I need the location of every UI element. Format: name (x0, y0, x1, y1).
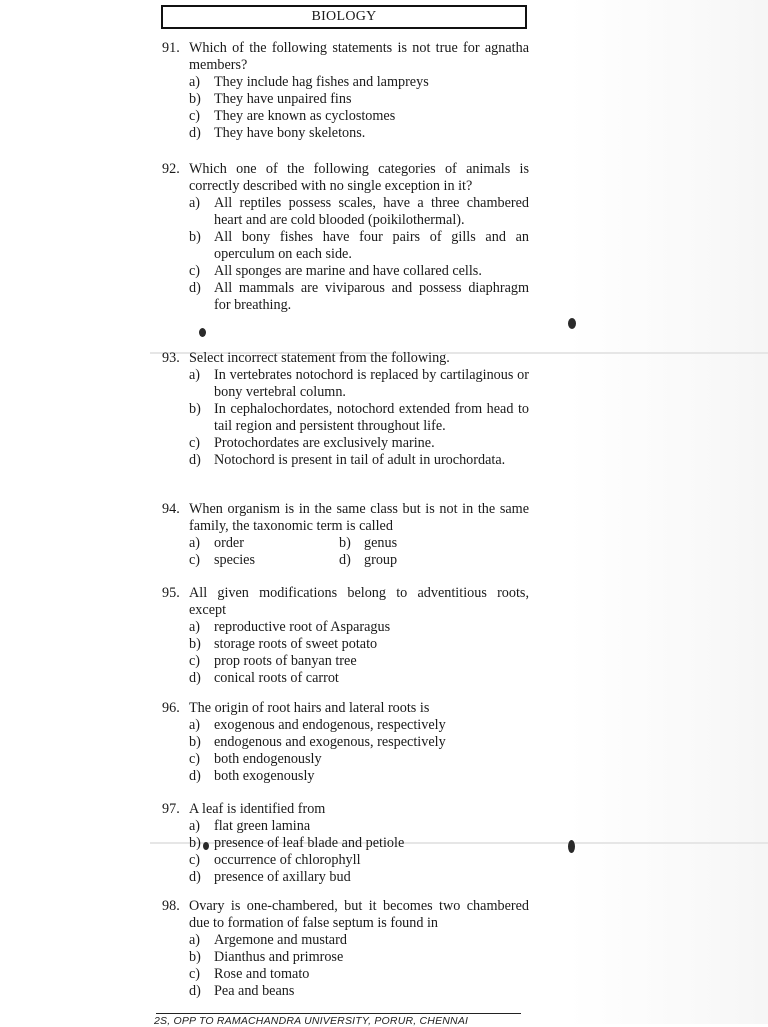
question-text: Which one of the following categories of animals is correctly described with no single exception in it? (189, 161, 529, 194)
option-d (162, 452, 529, 469)
question-text: Which of the following statements is not true for agnatha members? (189, 40, 529, 73)
question-98 (162, 898, 529, 1000)
question-number: 97. (162, 801, 180, 817)
option-c (162, 751, 529, 768)
footer-divider (156, 1013, 521, 1014)
question-text: When organism is in the same class but is not in the same family, the taxonomic term is called (189, 501, 529, 534)
option-text: endogenous and exogenous, respectively (214, 734, 446, 750)
option-text: Protochordates are exclusively marine. (214, 435, 435, 451)
question-text: Ovary is one-chambered, but it becomes two chambered due to formation of false septum is found in (189, 898, 529, 931)
option-text: exogenous and endogenous, respectively (214, 717, 446, 733)
option-text: They are known as cyclostomes (214, 108, 396, 124)
question-95 (162, 585, 529, 687)
option-text: order (214, 535, 244, 551)
option-text: Pea and beans (214, 983, 295, 999)
option-text: genus (364, 535, 398, 551)
option-letter: d) (339, 552, 351, 568)
option-a (189, 535, 339, 552)
option-letter: a) (189, 367, 201, 383)
option-text: presence of leaf blade and petiole (214, 835, 405, 851)
option-c (162, 263, 529, 280)
ink-spot (568, 840, 575, 853)
ink-spot (199, 328, 206, 337)
option-letter: c) (189, 263, 201, 279)
option-letter: c) (189, 653, 201, 669)
option-letter: b) (189, 91, 201, 107)
option-text: Dianthus and primrose (214, 949, 344, 965)
option-b (162, 636, 529, 653)
option-text: They have unpaired fins (214, 91, 352, 107)
question-94 (162, 501, 529, 569)
option-letter: b) (339, 535, 351, 551)
option-text: All mammals are viviparous and possess diaphragm for breathing. (214, 280, 529, 313)
option-b (162, 229, 529, 263)
option-letter: d) (189, 280, 201, 296)
option-a (162, 74, 529, 91)
question-92 (162, 161, 529, 314)
option-letter: b) (189, 835, 201, 851)
option-text: Argemone and mustard (214, 932, 347, 948)
option-c (162, 966, 529, 983)
option-d (162, 280, 529, 314)
question-text: A leaf is identified from (189, 801, 326, 817)
option-letter: b) (189, 636, 201, 652)
question-number: 92. (162, 161, 180, 177)
question-93 (162, 350, 529, 469)
option-text: storage roots of sweet potato (214, 636, 378, 652)
option-letter: c) (189, 435, 201, 451)
option-c (162, 653, 529, 670)
option-letter: c) (189, 552, 201, 568)
option-letter: d) (189, 869, 201, 885)
option-c (162, 852, 529, 869)
option-c (162, 435, 529, 452)
option-text: prop roots of banyan tree (214, 653, 357, 669)
option-letter: a) (189, 932, 201, 948)
option-letter: c) (189, 108, 201, 124)
option-letter: c) (189, 751, 201, 767)
option-d (162, 768, 529, 785)
option-b (162, 835, 529, 852)
question-text: Select incorrect statement from the following. (189, 350, 450, 366)
option-d (162, 125, 529, 142)
question-number: 96. (162, 700, 180, 716)
option-letter: c) (189, 852, 201, 868)
subject-header (161, 5, 527, 29)
question-number: 93. (162, 350, 180, 366)
option-text: All reptiles possess scales, have a three chambered heart and are cold blooded (poikilothermal). (214, 195, 529, 228)
footer-address: 2S, OPP TO RAMACHANDRA UNIVERSITY, PORUR, CHENNAI (154, 1015, 469, 1027)
option-text: both exogenously (214, 768, 315, 784)
option-letter: b) (189, 229, 201, 245)
option-text: species (214, 552, 255, 568)
option-text: They include hag fishes and lampreys (214, 74, 429, 90)
option-text: They have bony skeletons. (214, 125, 366, 141)
option-a (162, 619, 529, 636)
question-text: The origin of root hairs and lateral roots is (189, 700, 430, 716)
option-letter: b) (189, 949, 201, 965)
option-text: Notochord is present in tail of adult in urochordata. (214, 452, 506, 468)
option-b (162, 734, 529, 751)
question-96 (162, 700, 529, 785)
option-d (162, 983, 529, 1000)
option-d (162, 670, 529, 687)
option-letter: d) (189, 125, 201, 141)
option-b (339, 535, 489, 552)
option-letter: a) (189, 74, 201, 90)
option-b (162, 401, 529, 435)
scan-shading (568, 0, 768, 1024)
option-a (162, 195, 529, 229)
option-text: both endogenously (214, 751, 322, 767)
option-text: occurrence of chlorophyll (214, 852, 361, 868)
option-b (162, 91, 529, 108)
option-letter: b) (189, 401, 201, 417)
option-letter: a) (189, 535, 201, 551)
question-97 (162, 801, 529, 886)
option-text: conical roots of carrot (214, 670, 339, 686)
option-letter: a) (189, 195, 201, 211)
ink-spot (568, 318, 576, 329)
option-c (189, 552, 339, 569)
option-text: presence of axillary bud (214, 869, 351, 885)
question-number: 95. (162, 585, 180, 601)
question-number: 94. (162, 501, 180, 517)
option-letter: d) (189, 983, 201, 999)
option-d (339, 552, 489, 569)
question-text: All given modifications belong to adventitious roots, except (189, 585, 529, 618)
option-text: reproductive root of Asparagus (214, 619, 391, 635)
option-d (162, 869, 529, 886)
option-letter: d) (189, 452, 201, 468)
option-letter: b) (189, 734, 201, 750)
question-number: 91. (162, 40, 180, 56)
option-b (162, 949, 529, 966)
option-text: All bony fishes have four pairs of gills and an operculum on each side. (214, 229, 529, 262)
option-a (162, 717, 529, 734)
option-letter: a) (189, 619, 201, 635)
option-c (162, 108, 529, 125)
option-letter: a) (189, 818, 201, 834)
subject-title: BIOLOGY (311, 9, 377, 24)
option-text: flat green lamina (214, 818, 311, 834)
question-number: 98. (162, 898, 180, 914)
option-text: Rose and tomato (214, 966, 310, 982)
option-text: In vertebrates notochord is replaced by cartilaginous or bony vertebral column. (214, 367, 529, 400)
option-a (162, 818, 529, 835)
option-text: In cephalochordates, notochord extended from head to tail region and persistent throughout life. (214, 401, 529, 434)
option-letter: a) (189, 717, 201, 733)
option-a (162, 932, 529, 949)
question-91 (162, 40, 529, 142)
option-letter: d) (189, 768, 201, 784)
option-text: group (364, 552, 398, 568)
option-a (162, 367, 529, 401)
option-letter: c) (189, 966, 201, 982)
option-text: All sponges are marine and have collared cells. (214, 263, 482, 279)
option-letter: d) (189, 670, 201, 686)
